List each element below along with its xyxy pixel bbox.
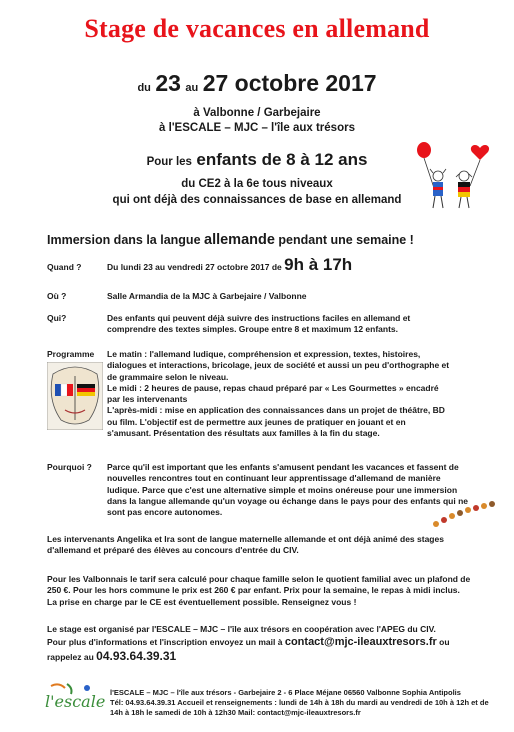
escale-logo <box>45 682 105 722</box>
quand-value <box>107 255 352 275</box>
dates-du: du <box>137 82 151 94</box>
quand-hours: 9h à 17h <box>284 255 353 274</box>
programme-text <box>107 349 452 439</box>
immersion-highlight: allemande <box>204 232 275 248</box>
programme-label: Programme <box>47 349 95 359</box>
organise-text: Le stage est organisé par l'ESCALE – MJC – l'île aux trésors en coopération avec l'APEG du CIV. <box>47 624 436 634</box>
dates-line <box>0 70 514 97</box>
contact-line <box>47 637 472 648</box>
programme-matin: Le matin : l'allemand ludique, compréhension et expression, textes, histoires, dialogues et interactions, bricolage, jeux de société et aussi un peu d'orthographe et de grammaire selon le niveau. <box>107 349 450 382</box>
people-chain-illustration <box>430 498 500 532</box>
quand-label: Quand ? <box>47 262 82 272</box>
balloon-left-icon <box>417 142 431 158</box>
dates-day2: 27 octobre 2017 <box>202 70 377 96</box>
level-1: du CE2 à la 6e tous niveaux <box>181 178 333 190</box>
immersion-heading <box>47 232 414 248</box>
escale-logo-text: l'escale <box>45 692 106 711</box>
location-1: à Valbonne / Garbejaire <box>193 107 321 119</box>
ou-text: Salle Armandia de la MJC à Garbejaire / Valbonne <box>107 291 307 301</box>
rappelez-text: rappelez au <box>47 652 94 662</box>
footer <box>110 688 500 718</box>
dates-au: au <box>185 82 199 94</box>
contact-phone: 04.93.64.39.31 <box>96 649 177 663</box>
kids-prefix: Pour les <box>146 156 192 168</box>
page-title: Stage de vacances en allemand <box>84 14 430 43</box>
tarif-text: Pour les Valbonnais le tarif sera calculé pour chaque famille selon le quotient familial avec un plafond de 250 €. Pour les hors commune le prix est 260 € par enfant. Prix pour la semaine, le repas à midi inclus. La prise en charge par le CE est éventuellement possible. Renseignez vous ! <box>47 574 471 607</box>
quand-text: Du lundi 23 au vendredi 27 octobre 2017 de <box>107 262 282 272</box>
rappel-line <box>47 651 472 663</box>
kids-highlight: enfants de 8 à 12 ans <box>196 150 368 169</box>
programme-midi: Le midi : 2 heures de pause, repas chaud préparé par « Les Gourmettes » encadré par les intervenants <box>107 382 439 405</box>
pourquoi-text: Parce qu'il est important que les enfants s'amusent pendant les vacances et fassent de nouvelles rencontres tout en continuant leur apprentissage d'allemand de manière ludique. Parce que c'est une alternative simple et moins onéreuse pour une immersion dans la langue allemande qu'un voyage ou échange dans le pays pour des enfants qui ne sont pas encore autonomes. <box>107 462 468 518</box>
footer-line-2: Tél: 04.93.64.39.31 Accueil et renseignements : lundi de 14h à 18h du mardi au vendredi de 10h à 12h et de 14h à 18h le samedi de 10h à 12h30 Mail: contact@mjc-ileauxtresors.fr <box>110 698 489 717</box>
intervenants-text: Les intervenants Angelika et Ira sont de langue maternelle allemande et ont déjà animé des stages d'allemand et préparé des élèves au concours d'entrée du CIV. <box>47 534 444 556</box>
programme-apresmidi: L'après-midi : mise en application des connaissances dans un projet de théâtre, BD ou film. L'objectif est de permettre aux jeunes de pratiquer en jouant et en s'amusant. Présentation des résultats aux familles à la fin du stage. <box>107 405 445 439</box>
ou-label: Où ? <box>47 291 67 301</box>
qui-label: Qui? <box>47 313 67 323</box>
contact-text: Pour plus d'informations et l'inscription envoyez un mail à <box>47 637 283 647</box>
contact-email[interactable]: contact@mjc-ileauxtresors.fr <box>284 636 437 648</box>
balloon-heart-icon <box>471 145 489 160</box>
pourquoi-label: Pourquoi ? <box>47 462 92 472</box>
french-german-face-illustration <box>47 362 103 430</box>
location-2: à l'ESCALE – MJC – l'île aux trésors <box>159 122 355 134</box>
level-2: qui ont déjà des connaissances de base en allemand <box>112 194 402 206</box>
immersion-part2: pendant une semaine ! <box>278 233 414 247</box>
contact-ou: ou <box>439 637 450 647</box>
immersion-part1: Immersion dans la langue <box>47 233 201 247</box>
kids-balloons-illustration <box>410 140 500 215</box>
qui-text: Des enfants qui peuvent déjà suivre des instructions faciles en allemand et comprendre des textes simples. Groupe entre 8 et maximum 12 enfants. <box>107 313 411 335</box>
dates-day1: 23 <box>155 70 181 96</box>
footer-line-1: l'ESCALE – MJC – l'île aux trésors - Garbejaire 2 - 6 Place Méjane 06560 Valbonne Sophia Antipolis <box>110 688 461 697</box>
